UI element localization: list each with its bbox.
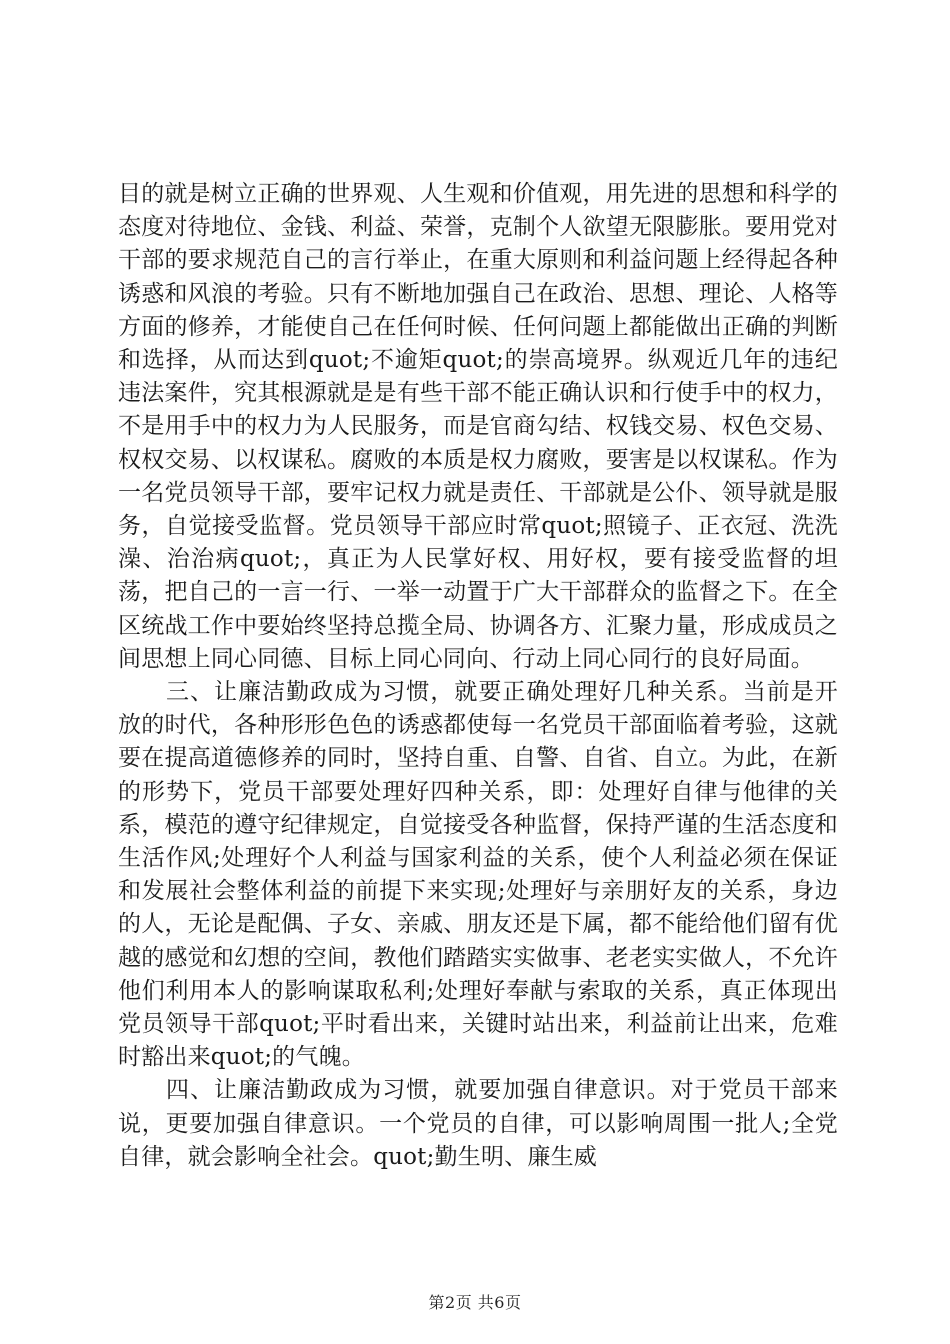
page-number-label: 第2页 共6页: [428, 1293, 522, 1312]
page-footer: [0, 1290, 950, 1313]
document-body: [118, 178, 838, 1174]
paragraph-3: 四、让廉洁勤政成为习惯，就要加强自律意识。对于党员干部来说，更要加强自律意识。一个党员的自律，可以影响周围一批人;全党自律，就会影响全社会。quot;勤生明、廉生威: [118, 1077, 838, 1170]
paragraph-2: 三、让廉洁勤政成为习惯，就要正确处理好几种关系。当前是开放的时代，各种形形色色的诱惑都使每一名党员干部面临着考验，这就要在提高道德修养的同时，坚持自重、自警、自省、自立。为此，在新的形势下，党员干部要处理好四种关系，即：处理好自律与他律的关系，模范的遵守纪律规定，自觉接受各种监督，保持严谨的生活态度和生活作风;处理好个人利益与国家利益的关系，使个人利益必须在保证和发展社会整体利益的前提下来实现;处理好与亲朋好友的关系，身边的人，无论是配偶、子女、亲戚、朋友还是下属，都不能给他们留有优越的感觉和幻想的空间，教他们踏踏实实做事、老老实实做人，不允许他们利用本人的影响谋取私利;处理好奉献与索取的关系，真正体现出党员领导干部quot;平时看出来，关键时站出来，利益前让出来，危难时豁出来quot;的气魄。: [118, 679, 838, 1071]
paragraph-1: 目的就是树立正确的世界观、人生观和价值观，用先进的思想和科学的态度对待地位、金钱、利益、荣誉，克制个人欲望无限膨胀。要用党对干部的要求规范自己的言行举止，在重大原则和利益问题上经得起各种诱惑和风浪的考验。只有不断地加强自己在政治、思想、理论、人格等方面的修养，才能使自己在任何时候、任何问题上都能做出正确的判断和选择，从而达到quot;不逾矩quot;的崇高境界。纵观近几年的违纪违法案件，究其根源就是是有些干部不能正确认识和行使手中的权力，不是用手中的权力为人民服务，而是官商勾结、权钱交易、权色交易、权权交易、以权谋私。腐败的本质是权力腐败，要害是以权谋私。作为一名党员领导干部，要牢记权力就是责任、干部就是公仆、领导就是服务，自觉接受监督。党员领导干部应时常quot;照镜子、正衣冠、洗洗澡、治治病quot;，真正为人民掌好权、用好权，要有接受监督的坦荡，把自己的一言一行、一举一动置于广大干部群众的监督之下。在全区统战工作中要始终坚持总揽全局、协调各方、汇聚力量，形成成员之间思想上同心同德、目标上同心同向、行动上同心同行的良好局面。: [118, 181, 838, 672]
